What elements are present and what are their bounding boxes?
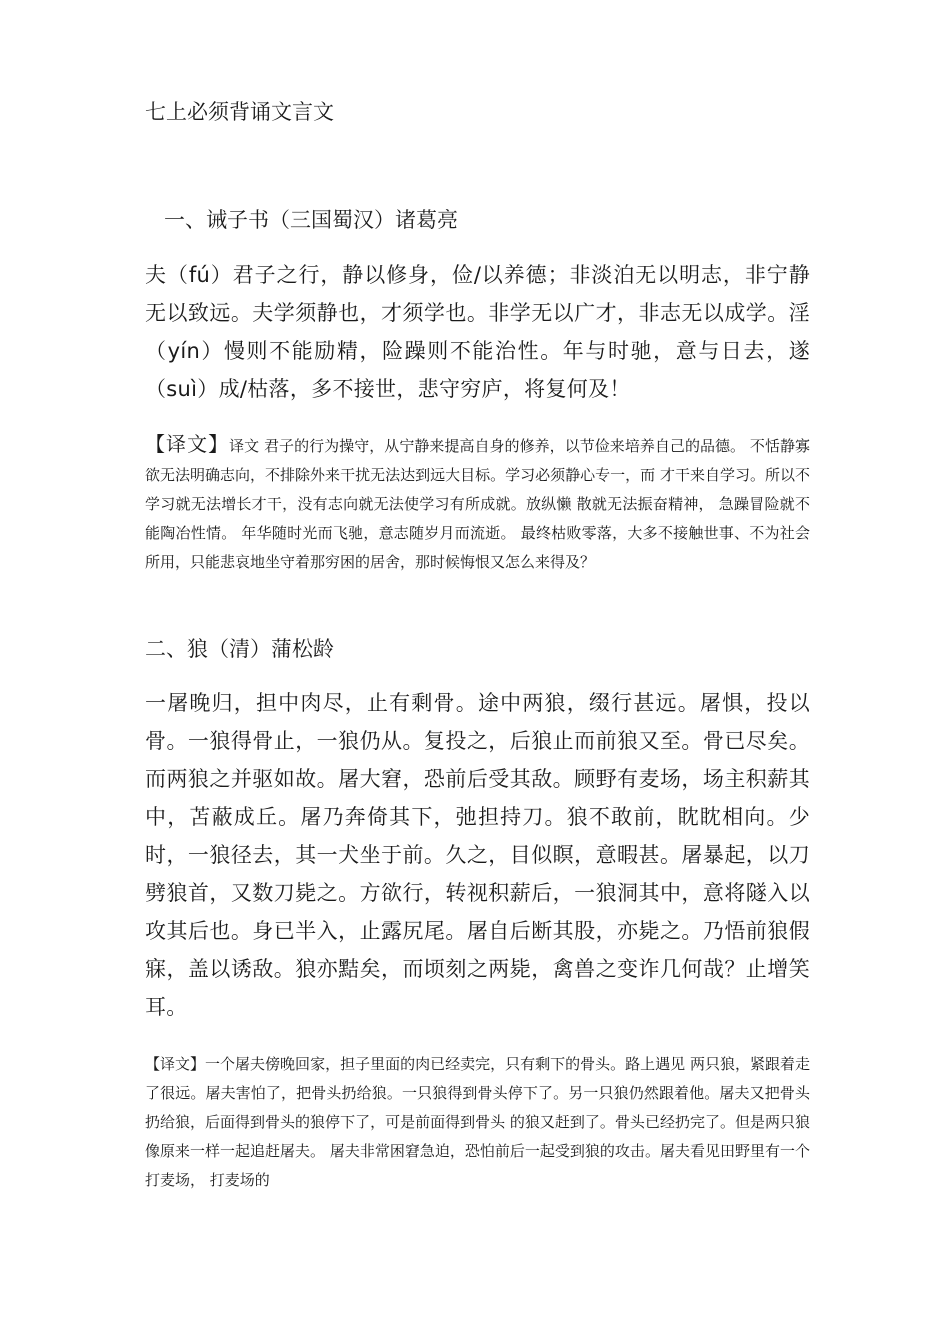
section-heading-lang: 二、狼（清）蒲松龄: [145, 637, 334, 661]
original-text-jiezishu: 夫（fú）君子之行，静以修身，俭/以养德；非淡泊无以明志，非宁静无以致远。夫学须静也，才须学也。非学无以广才，非志无以成学。淫（yín）慢则不能励精，险躁则不能治性。年与时驰，意与日去，遂（suì）成/枯落，多不接世，悲守穷庐，将复何及！: [145, 263, 810, 401]
translation-text: 一个屠夫傍晚回家，担子里面的肉已经卖完，只有剩下的骨头。路上遇见 两只狼，紧跟着走了很远。屠夫害怕了，把骨头扔给狼。一只狼得到骨头停下了。另一只狼仍然跟着他。屠夫又把骨头扔给狼，后面得到骨头的狼停下了，可是前面得到骨头 的狼又赶到了。骨头已经扔完了。但是两只狼像原来一样一起追赶屠夫。 屠夫非常困窘急迫，恐怕前后一起受到狼的攻击。屠夫看见田野里有一个打麦场， 打麦场的: [145, 1055, 810, 1189]
document-title: 七上必须背诵文言文: [145, 100, 334, 124]
original-text-lang: 一屠晚归，担中肉尽，止有剩骨。途中两狼，缀行甚远。屠惧，投以骨。一狼得骨止，一狼仍从。复投之，后狼止而前狼又至。骨已尽矣。而两狼之并驱如故。屠大窘，恐前后受其敌。顾野有麦场，场主积薪其中，苫蔽成丘。屠乃奔倚其下，弛担持刀。狼不敢前，眈眈相向。少时，一狼径去，其一犬坐于前。久之，目似瞑，意暇甚。屠暴起，以刀劈狼首，又数刀毙之。方欲行，转视积薪后，一狼洞其中，意将隧入以攻其后也。身已半入，止露尻尾。屠自后断其股，亦毙之。乃悟前狼假寐，盖以诱敌。狼亦黠矣，而顷刻之两毙，禽兽之变诈几何哉？止增笑耳。: [145, 691, 810, 1019]
translation-lang: [145, 1050, 810, 1195]
section-heading-jiezishu: 一、诫子书（三国蜀汉）诸葛亮: [164, 208, 458, 232]
translation-label: 【译文】: [145, 1055, 206, 1073]
translation-jiezishu: [145, 430, 810, 577]
translation-text: 译文 君子的行为操守，从宁静来提高自身的修养，以节俭来培养自己的品德。 不恬静寡欲无法明确志向，不排除外来干扰无法达到远大目标。学习必须静心专一，而 才干来自学习。所以不学习就无法增长才干，没有志向就无法使学习有所成就。放纵懒 散就无法振奋精神， 急躁冒险就不能陶冶性情。 年华随时光而飞驰，意志随岁月而流逝。 最终枯败零落，大多不接触世事、不为社会所用，只能悲哀地坐守着那穷困的居舍，那时候悔恨又怎么来得及？: [145, 437, 810, 571]
translation-label: 【译文】: [145, 432, 230, 456]
